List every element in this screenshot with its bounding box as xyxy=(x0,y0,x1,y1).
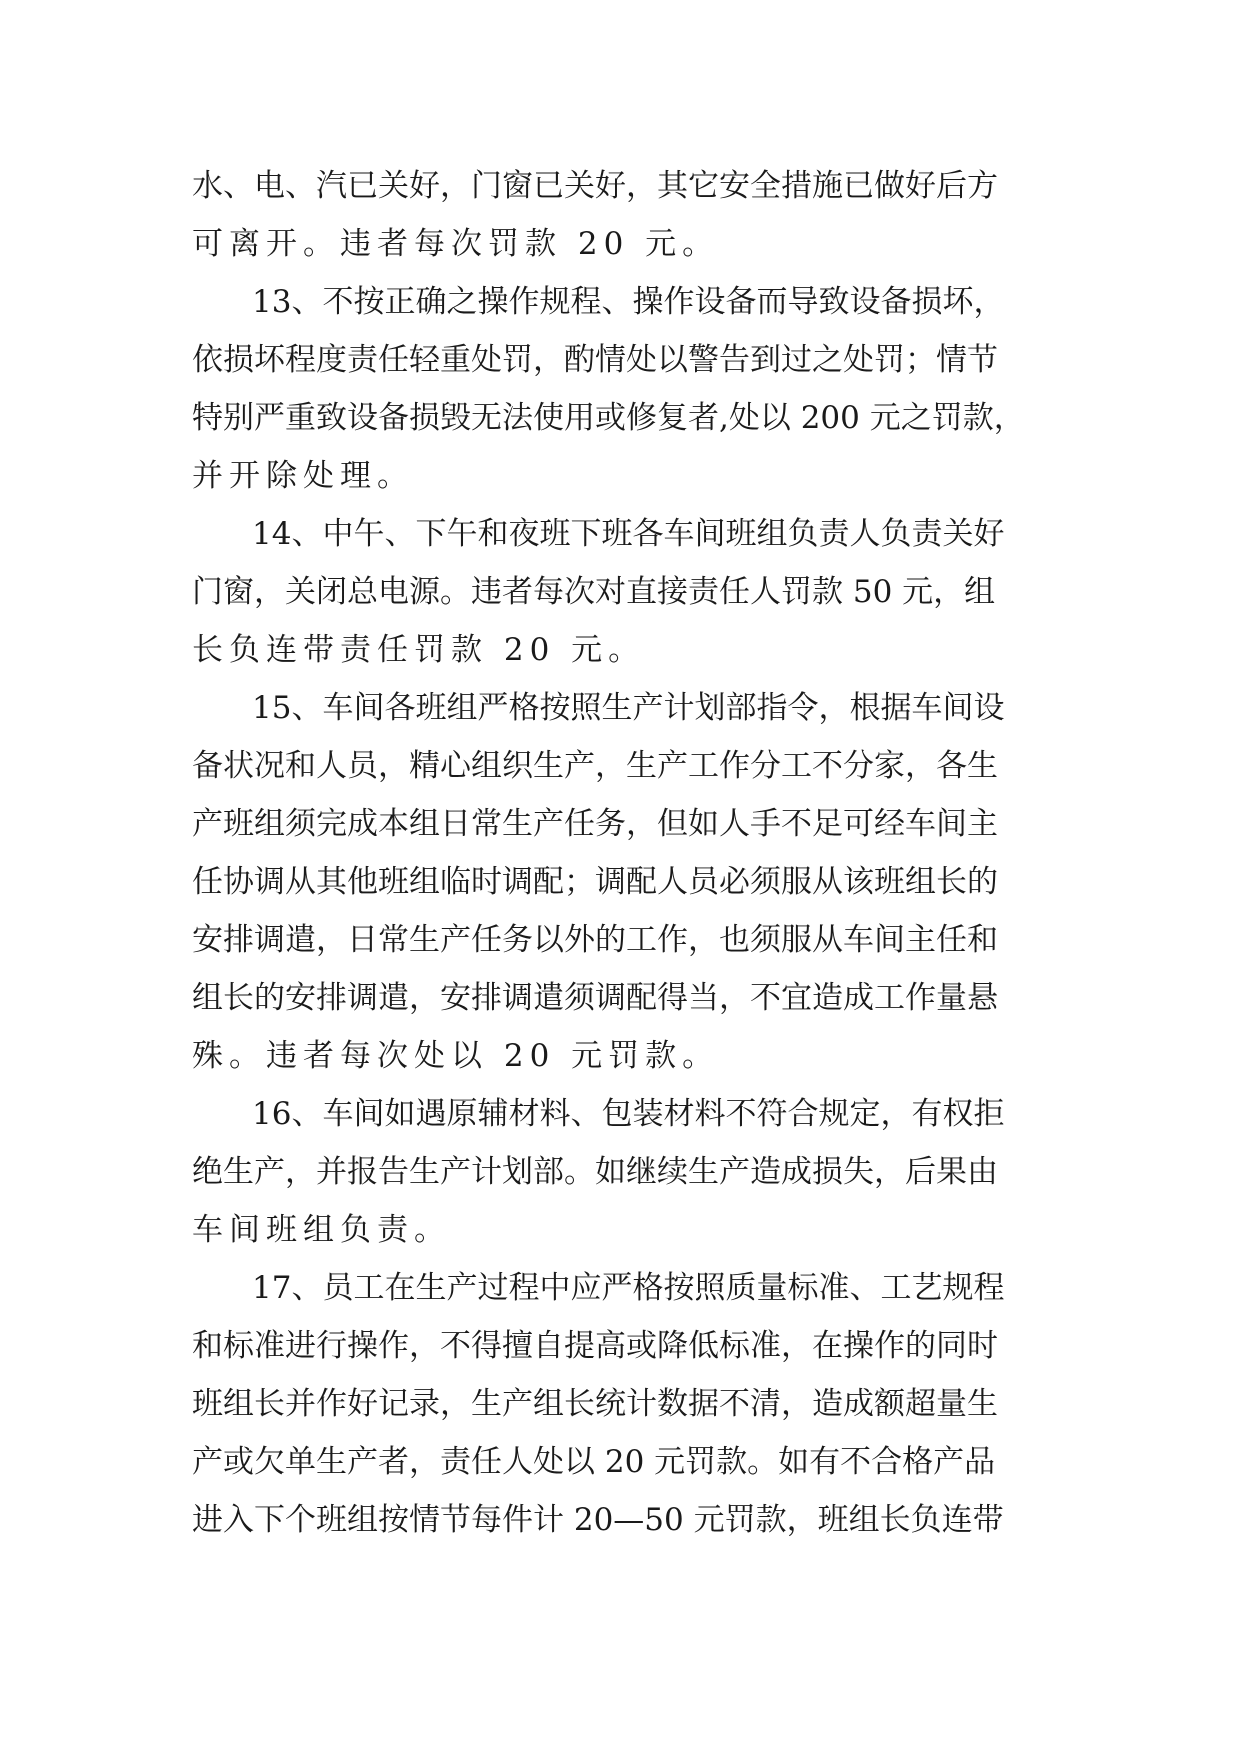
text-line: 可离开。违者每次罚款 20 元。 xyxy=(192,226,720,262)
text-line: 进入下个班组按情节每件计 20—50 元罚款，班组长负连带 xyxy=(192,1502,1004,1538)
text-line: 特别严重致设备损毁无法使用或修复者,处以 200 元之罚款， xyxy=(192,400,1025,436)
text-line: 和标准进行操作，不得擅自提高或降低标准，在操作的同时 xyxy=(192,1328,998,1364)
text-line: 长负连带责任罚款 20 元。 xyxy=(192,632,646,668)
document-body xyxy=(192,157,1054,1549)
text-line-item-13: 13、不按正确之操作规程、操作设备而导致设备损坏， xyxy=(252,284,1005,320)
text-line: 产或欠单生产者，责任人处以 20 元罚款。如有不合格产品 xyxy=(192,1444,996,1480)
text-line: 安排调遣，日常生产任务以外的工作，也须服从车间主任和 xyxy=(192,922,998,958)
text-line: 依损坏程度责任轻重处罚，酌情处以警告到过之处罚；情节 xyxy=(192,342,998,378)
text-line: 水、电、汽已关好，门窗已关好，其它安全措施已做好后方 xyxy=(192,168,998,204)
text-line: 任协调从其他班组临时调配；调配人员必须服从该班组长的 xyxy=(192,864,998,900)
text-line: 车间班组负责。 xyxy=(192,1212,451,1248)
text-line: 门窗，关闭总电源。违者每次对直接责任人罚款 50 元，组 xyxy=(192,574,996,610)
text-line: 并开除处理。 xyxy=(192,458,414,494)
text-line: 殊。违者每次处以 20 元罚款。 xyxy=(192,1038,720,1074)
text-line-item-15: 15、车间各班组严格按照生产计划部指令，根据车间设 xyxy=(252,690,1005,726)
text-line-item-17: 17、员工在生产过程中应严格按照质量标准、工艺规程 xyxy=(252,1270,1005,1306)
text-line: 班组长并作好记录，生产组长统计数据不清，造成额超量生 xyxy=(192,1386,998,1422)
text-line: 绝生产，并报告生产计划部。如继续生产造成损失，后果由 xyxy=(192,1154,998,1190)
text-line: 备状况和人员，精心组织生产，生产工作分工不分家，各生 xyxy=(192,748,998,784)
text-line: 组长的安排调遣，安排调遣须调配得当，不宜造成工作量悬 xyxy=(192,980,998,1016)
text-line-item-14: 14、中午、下午和夜班下班各车间班组负责人负责关好 xyxy=(252,516,1005,552)
text-line: 产班组须完成本组日常生产任务，但如人手不足可经车间主 xyxy=(192,806,998,842)
text-line-item-16: 16、车间如遇原辅材料、包装材料不符合规定，有权拒 xyxy=(252,1096,1005,1132)
